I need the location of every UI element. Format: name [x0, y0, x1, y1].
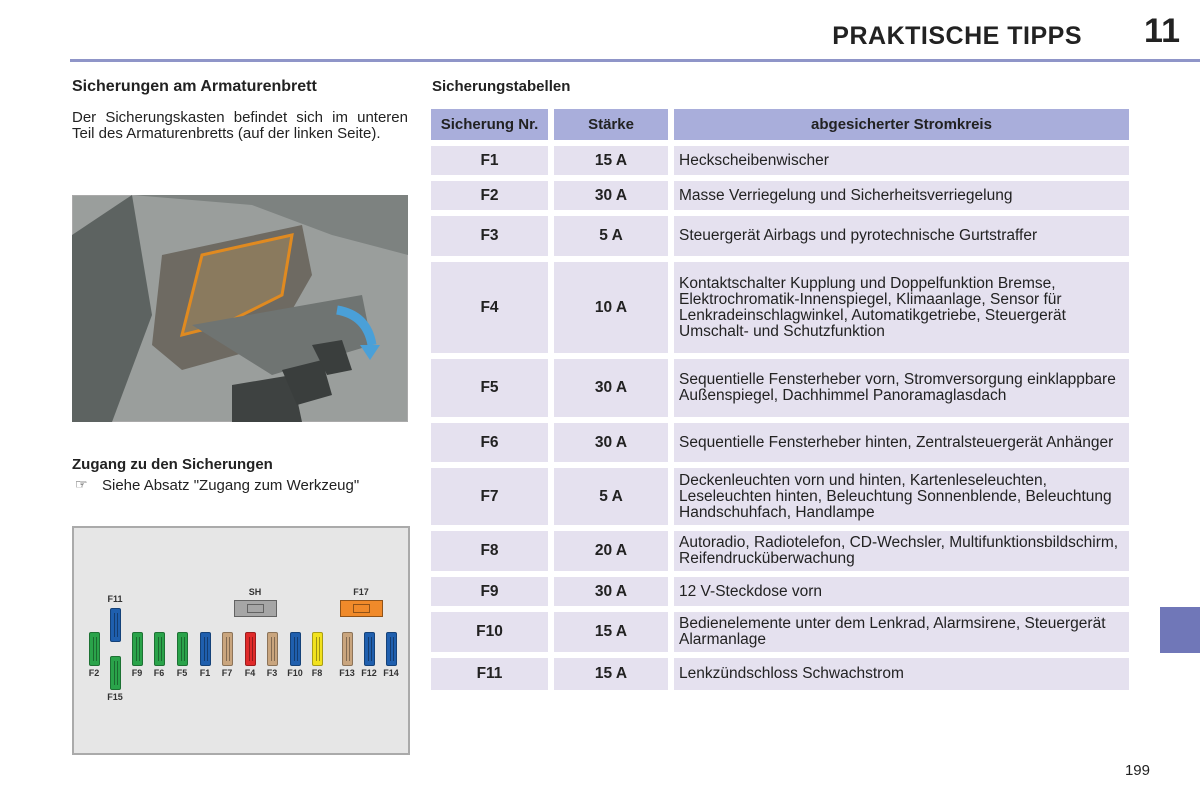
fuse-rating: 5 A — [554, 468, 668, 525]
fuse-circuit: Sequentielle Fensterheber vorn, Stromversorgung einklappbare Außenspiegel, Dachhimmel Panoramaglasdach — [674, 359, 1129, 417]
dashboard-photo — [72, 195, 408, 422]
fuse-f17 — [340, 600, 383, 617]
fuse-f9 — [132, 632, 143, 666]
intro-text: Der Sicherungskasten befindet sich im unteren Teil des Armaturenbretts (auf der linken Seite). — [72, 109, 408, 142]
fuse-f7 — [222, 632, 233, 666]
access-heading: Zugang zu den Sicherungen — [72, 456, 273, 473]
fuse-number: F3 — [431, 216, 548, 256]
fuse-label: F7 — [221, 668, 233, 678]
fuse-f8 — [312, 632, 323, 666]
fuse-label: F12 — [361, 668, 377, 678]
table-row — [431, 612, 1129, 652]
fuse-label: F11 — [107, 594, 123, 604]
fuse-f10 — [290, 632, 301, 666]
fuse-number: F11 — [431, 658, 548, 690]
fuse-circuit: 12 V-Steckdose vorn — [674, 577, 1129, 606]
fuse-box-diagram — [72, 526, 410, 755]
fuse-number: F2 — [431, 181, 548, 210]
fuse-rating: 15 A — [554, 146, 668, 175]
fuse-number: F10 — [431, 612, 548, 652]
fuse-label: F13 — [339, 668, 355, 678]
header-rule — [70, 59, 1200, 62]
fuse-label: F4 — [244, 668, 256, 678]
fuse-rating: 30 A — [554, 423, 668, 462]
fuse-rating: 15 A — [554, 658, 668, 690]
fuse-circuit: Steuergerät Airbags und pyrotechnische Gurtstraffer — [674, 216, 1129, 256]
fuse-circuit: Autoradio, Radiotelefon, CD-Wechsler, Multifunktionsbildschirm, Reifendrucküberwachung — [674, 531, 1129, 571]
fuse-circuit: Masse Verriegelung und Sicherheitsverriegelung — [674, 181, 1129, 210]
fuse-label: F10 — [287, 668, 303, 678]
table-row — [431, 146, 1129, 175]
chapter-tab-marker — [1160, 607, 1200, 653]
fuse-rating: 15 A — [554, 612, 668, 652]
table-row — [431, 181, 1129, 210]
fuse-f15 — [110, 656, 121, 690]
fuse-rating: 30 A — [554, 181, 668, 210]
table-row — [431, 577, 1129, 606]
access-text: Siehe Absatz "Zugang zum Werkzeug" — [102, 477, 360, 494]
col-header-rating: Stärke — [554, 109, 668, 140]
fuse-number: F7 — [431, 468, 548, 525]
fuse-label: F1 — [199, 668, 211, 678]
fuse-rating: 20 A — [554, 531, 668, 571]
fuse-label: F8 — [311, 668, 323, 678]
fuse-label: F2 — [88, 668, 100, 678]
fuse-number: F6 — [431, 423, 548, 462]
fuse-rating: 10 A — [554, 262, 668, 353]
table-title: Sicherungstabellen — [432, 78, 571, 95]
fuse-label: SH — [248, 587, 262, 597]
fuse-circuit: Lenkzündschloss Schwachstrom — [674, 658, 1129, 690]
fuse-sh — [234, 600, 277, 617]
fuse-label: F5 — [176, 668, 188, 678]
fuse-number: F4 — [431, 262, 548, 353]
table-row — [431, 531, 1129, 571]
fuse-label: F9 — [131, 668, 143, 678]
fuse-f2 — [89, 632, 100, 666]
fuse-number: F9 — [431, 577, 548, 606]
fuse-rating: 30 A — [554, 359, 668, 417]
table-row — [431, 423, 1129, 462]
table-row — [431, 262, 1129, 353]
fuse-label: F3 — [266, 668, 278, 678]
page-number: 199 — [1124, 762, 1150, 779]
chapter-number: 11 — [1144, 12, 1180, 50]
fuse-circuit: Sequentielle Fensterheber hinten, Zentralsteuergerät Anhänger — [674, 423, 1129, 462]
fuse-circuit: Kontaktschalter Kupplung und Doppelfunktion Bremse, Elektrochromatik-Innenspiegel, Klimaanlage, Sensor für Lenkradeinschlagwinkel, Automatikgetriebe, Steuergerät Umschalt- und Schutzfunktion — [674, 262, 1129, 353]
col-header-circuit: abgesicherter Stromkreis — [674, 109, 1129, 140]
fuse-f6 — [154, 632, 165, 666]
fuse-label: F17 — [353, 587, 369, 597]
table-row — [431, 468, 1129, 525]
fuse-circuit: Heckscheibenwischer — [674, 146, 1129, 175]
fuse-f5 — [177, 632, 188, 666]
table-row — [431, 658, 1129, 690]
section-heading: Sicherungen am Armaturenbrett — [72, 78, 317, 95]
fuse-f13 — [342, 632, 353, 666]
fuse-rating: 30 A — [554, 577, 668, 606]
fuse-f4 — [245, 632, 256, 666]
fuse-f1 — [200, 632, 211, 666]
hand-pointer-icon: ☞ — [75, 476, 88, 492]
fuse-f14 — [386, 632, 397, 666]
fuse-number: F8 — [431, 531, 548, 571]
fuse-circuit: Deckenleuchten vorn und hinten, Kartenleseleuchten, Leseleuchten hinten, Beleuchtung Sonnenblende, Beleuchtung Handschuhfach, Handlampe — [674, 468, 1129, 525]
fuse-table — [425, 103, 1135, 696]
fuse-number: F5 — [431, 359, 548, 417]
table-row — [431, 216, 1129, 256]
fuse-circuit: Bedienelemente unter dem Lenkrad, Alarmsirene, Steuergerät Alarmanlage — [674, 612, 1129, 652]
fuse-label: F6 — [153, 668, 165, 678]
table-row — [431, 359, 1129, 417]
fuse-number: F1 — [431, 146, 548, 175]
fuse-rating: 5 A — [554, 216, 668, 256]
fuse-f11 — [110, 608, 121, 642]
fuse-label: F14 — [383, 668, 399, 678]
chapter-title: PRAKTISCHE TIPPS — [832, 22, 1082, 50]
fuse-f12 — [364, 632, 375, 666]
col-header-fuse: Sicherung Nr. — [431, 109, 548, 140]
fuse-f3 — [267, 632, 278, 666]
fuse-label: F15 — [107, 692, 123, 702]
